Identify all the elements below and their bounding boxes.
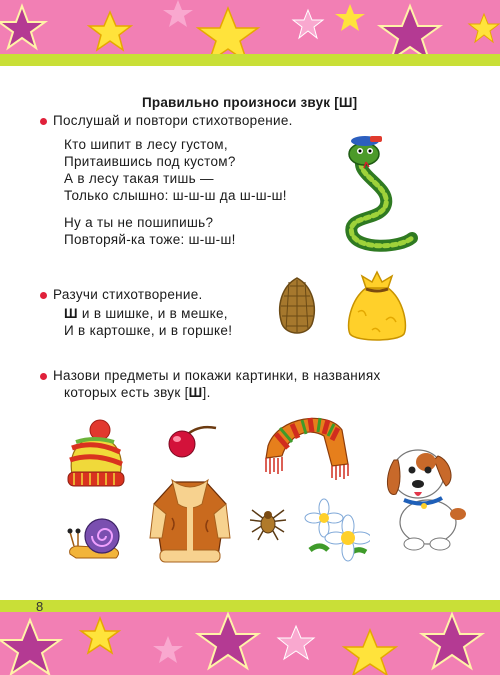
poem-line: Кто шипит в лесу густом, — [64, 137, 228, 152]
bold-letter: Ш — [64, 306, 78, 321]
poem-line: Только слышно: ш-ш-ш да ш-ш-ш! — [64, 188, 287, 203]
snake-picture — [340, 134, 420, 254]
top-decorative-band — [0, 0, 500, 66]
task3-bullet — [40, 373, 47, 380]
poem-line: Притаившись под кустом? — [64, 154, 236, 169]
poem-line: Ну а ты не пошипишь? — [64, 215, 214, 230]
pine-cone-picture — [274, 276, 320, 338]
task2-line2: И в картошке, и в горшке! — [64, 323, 233, 338]
poem-line: А в лесу такая тишь — — [64, 171, 214, 186]
task2-instruction: Разучи стихотворение. — [53, 287, 203, 302]
page-number: 8 — [36, 599, 44, 614]
page-title: Правильно произноси звук [Ш] — [142, 95, 358, 110]
bottom-decorative-band — [0, 600, 500, 675]
sack-picture — [342, 270, 412, 342]
task3-instruction-line1: Назови предметы и покажи картинки, в названиях — [53, 368, 381, 383]
task3-instruction-line2 — [64, 384, 211, 402]
cherry-picture — [166, 420, 220, 460]
bold-letter: Ш — [188, 385, 203, 400]
lime-stripe — [0, 54, 500, 66]
poem-line: Повторяй-ка тоже: ш-ш-ш! — [64, 232, 236, 247]
line-text: и в шишке, и в мешке, — [77, 306, 228, 321]
task2-bullet — [40, 292, 47, 299]
task2-line1 — [64, 305, 228, 323]
fur-coat-picture — [148, 474, 232, 566]
line-text: ]. — [202, 385, 211, 400]
snail-picture — [66, 512, 124, 562]
dog-picture — [384, 440, 466, 552]
task1-instruction: Послушай и повтори стихотворение. — [53, 113, 293, 128]
stars-pattern-bottom — [0, 600, 500, 675]
task1-bullet — [40, 118, 47, 125]
spider-picture — [248, 502, 288, 542]
scarf-picture — [258, 406, 356, 482]
line-text: которых есть звук [ — [64, 385, 189, 400]
daisy-flowers-picture — [304, 498, 370, 564]
knitted-hat-picture — [64, 418, 126, 490]
